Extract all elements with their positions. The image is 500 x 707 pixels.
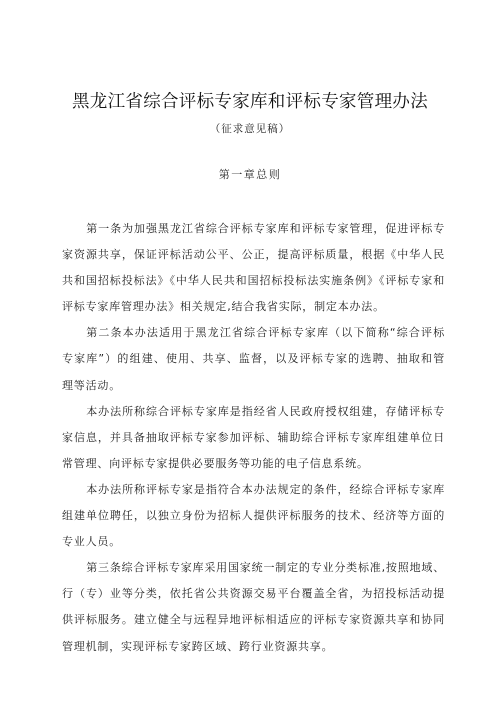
paragraph-expert-definition: 本办法所称评标专家是指符合本办法规定的条件，经综合评标专家库组建单位聘任，以独立身份为招标人提供评标服务的技术、经济等方面的专业人员。 <box>62 482 445 549</box>
paragraph-article-2: 第二条本办法适用于黑龙江省综合评标专家库（以下简称“综合评标专家库”）的组建、使用、共享、监督，以及评标专家的选聘、抽取和管理等活动。 <box>62 326 445 392</box>
paragraph-article-3: 第三条综合评标专家库采用国家统一制定的专业分类标准,按照地域、行（专）业等分类，依托省公共资源交易平台覆盖全省，为招投标活动提供评标服务。建立健全与远程异地评标相适应的评标专家资源共享和协同管理机制，实现评标专家跨区域、跨行业资源共享。 <box>62 561 445 653</box>
document-body <box>62 216 445 660</box>
document-title: 黑龙江省综合评标专家库和评标专家管理办法 <box>72 92 428 112</box>
document-subtitle: （征求意见稿） <box>209 123 291 135</box>
paragraph-article-1: 第一条为加强黑龙江省综合评标专家库和评标专家管理，促进评标专家资源共享，保证评标活动公平、公正，提高评标质量，根据《中华人民共和国招标投标法》《中华人民共和国招标投标法实施条例》《评标专家和评标专家库管理办法》相关规定,结合我省实际，制定本办法。 <box>62 222 445 314</box>
paragraph-expert-database-definition: 本办法所称综合评标专家库是指经省人民政府授权组建，存储评标专家信息，并具备抽取评标专家参加评标、辅助综合评标专家库组建单位日常管理、向评标专家提供必要服务等功能的电子信息系统。 <box>62 404 445 470</box>
chapter-heading: 第一章总则 <box>218 168 282 181</box>
